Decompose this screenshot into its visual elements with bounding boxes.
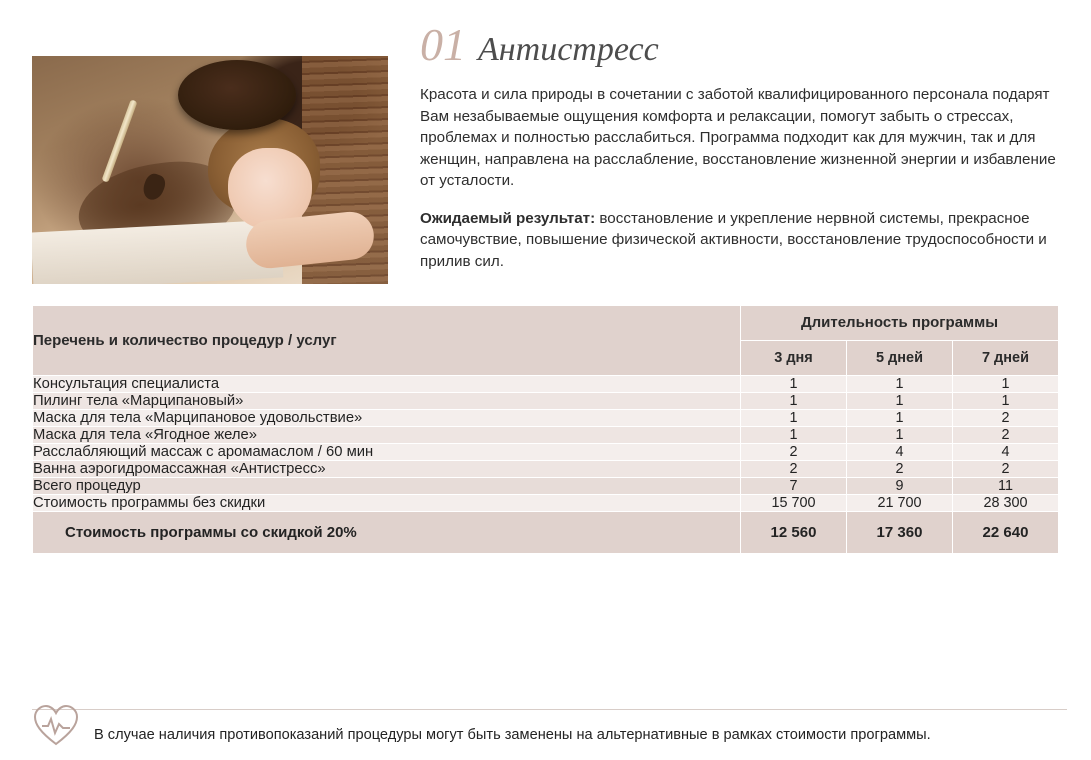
table-row-price [33, 494, 1059, 511]
row-value-3: 1 [741, 426, 847, 443]
footer-note [32, 709, 1067, 748]
photo-column [32, 22, 388, 289]
discount-value-3: 12 560 [741, 511, 847, 553]
table-row-total [33, 477, 1059, 494]
header-duration-group: Длительность программы [741, 305, 1059, 340]
row-name: Ванна аэрогидромассажная «Антистресс» [33, 460, 741, 477]
table-row [33, 392, 1059, 409]
table-row [33, 460, 1059, 477]
row-value-3: 1 [741, 392, 847, 409]
row-name: Консультация специалиста [33, 375, 741, 392]
row-value-3: 1 [741, 375, 847, 392]
total-value-7: 11 [953, 477, 1059, 494]
program-title: Антистресс [478, 31, 659, 68]
row-value-3: 1 [741, 409, 847, 426]
row-value-3: 2 [741, 443, 847, 460]
row-name: Расслабляющий массаж с аромамаслом / 60 мин [33, 443, 741, 460]
row-value-7: 4 [953, 443, 1059, 460]
discount-value-7: 22 640 [953, 511, 1059, 553]
header-duration-3: 3 дня [741, 340, 847, 375]
table-row [33, 443, 1059, 460]
row-value-7: 1 [953, 375, 1059, 392]
result-paragraph [420, 208, 1067, 273]
row-value-3: 2 [741, 460, 847, 477]
result-text: восстановление и укрепление нервной системы, прекрасное самочувствие, повышение физической активности, восстановление трудоспособности и прилив сил. [420, 209, 1047, 271]
total-value-5: 9 [847, 477, 953, 494]
table-row [33, 375, 1059, 392]
table-row [33, 409, 1059, 426]
program-number: 01 [420, 19, 466, 70]
intro-paragraph: Красота и сила природы в сочетании с заботой квалифицированного персонала подарят Вам незабываемые ощущения комфорта и релаксации, помогут забыть о стрессах, проблемах и полностью расслабиться. Программа подходит как для мужчин, так и для женщин, направлена на расслабление, восстановление жизненной энергии и избавление от усталости. [420, 86, 1056, 190]
row-value-5: 1 [847, 392, 953, 409]
discount-value-5: 17 360 [847, 511, 953, 553]
result-label: Ожидаемый результат: [420, 209, 596, 227]
table-row [33, 426, 1059, 443]
heart-icon [32, 704, 80, 748]
row-name: Маска для тела «Ягодное желе» [33, 426, 741, 443]
row-value-5: 4 [847, 443, 953, 460]
program-table [32, 305, 1059, 554]
total-value-3: 7 [741, 477, 847, 494]
row-value-7: 2 [953, 460, 1059, 477]
header-services: Перечень и количество процедур / услуг [33, 305, 741, 375]
row-value-7: 2 [953, 426, 1059, 443]
program-table-wrap [0, 289, 1091, 554]
header-duration-7: 7 дней [953, 340, 1059, 375]
row-name: Маска для тела «Марципановое удовольствие» [33, 409, 741, 426]
row-value-7: 1 [953, 392, 1059, 409]
price-value-3: 15 700 [741, 494, 847, 511]
top-section [0, 0, 1091, 289]
table-header-row-1 [33, 305, 1059, 340]
price-value-7: 28 300 [953, 494, 1059, 511]
text-column [388, 19, 1075, 289]
row-value-5: 1 [847, 409, 953, 426]
row-value-5: 2 [847, 460, 953, 477]
price-label: Стоимость программы без скидки [33, 494, 741, 511]
photo-mud-bowl [178, 60, 296, 130]
footer-note-text: В случае наличия противопоказаний процедуры могут быть заменены на альтернативные в рамках стоимости программы. [94, 727, 931, 743]
table-row-discount [33, 511, 1059, 553]
price-value-5: 21 700 [847, 494, 953, 511]
discount-label: Стоимость программы со скидкой 20% [33, 511, 741, 553]
row-value-5: 1 [847, 426, 953, 443]
header-duration-5: 5 дней [847, 340, 953, 375]
row-value-5: 1 [847, 375, 953, 392]
page-title [420, 19, 1067, 70]
total-label: Всего процедур [33, 477, 741, 494]
row-name: Пилинг тела «Марципановый» [33, 392, 741, 409]
spa-photo [32, 56, 388, 284]
row-value-7: 2 [953, 409, 1059, 426]
